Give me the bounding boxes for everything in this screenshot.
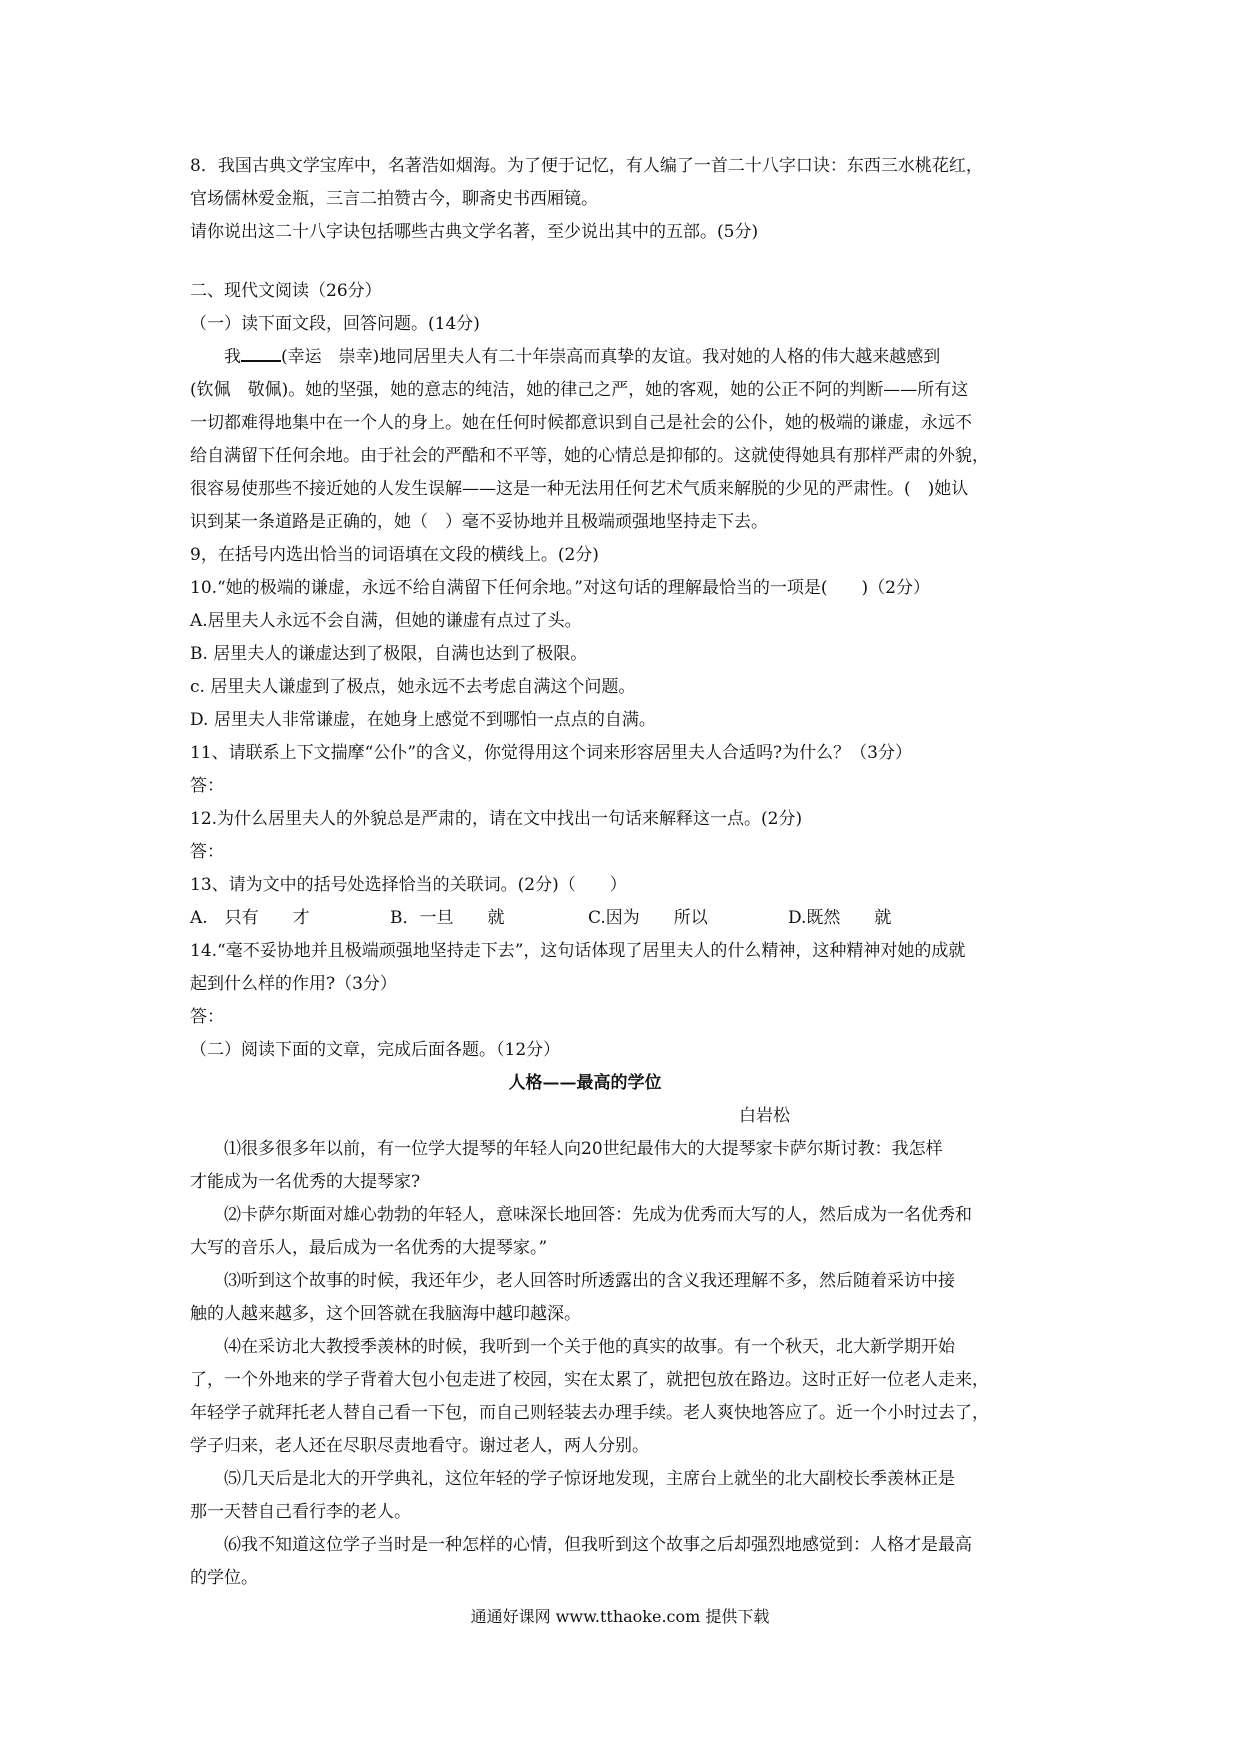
passage-after-blank: (幸运 崇幸)地同居里夫人有二十年崇高而真挚的友谊。我对她的人格的伟大越来越感到 [281, 347, 941, 367]
q10-option-c: c. 居里夫人谦虚到了极点，她永远不去考虑自满这个问题。 [190, 677, 636, 697]
document-page [190, 150, 1060, 1595]
section2-heading: 二、现代文阅读（26分） [190, 281, 382, 301]
q13-option-a: A. 只有 才 [190, 908, 310, 928]
q9: 9，在括号内选出恰当的词语填在文段的横线上。(2分) [190, 545, 599, 565]
q12: 12.为什么居里夫人的外貌总是严肃的，请在文中找出一句话来解释这一点。(2分) [190, 809, 803, 829]
q10-stem: 10.“她的极端的谦虚，永远不给自满留下任何余地。”对这句话的理解最恰当的一项是( )（2分） [190, 578, 930, 598]
q8-line1: 8．我国古典文学宝库中，名著浩如烟海。为了便于记忆，有人编了一首二十八字口诀：东西三水桃花红， [190, 156, 983, 176]
q10-option-a: A.居里夫人永远不会自满，但她的谦虚有点过了头。 [190, 611, 582, 631]
q8-line3: 请你说出这二十八字诀包括哪些古典文学名著，至少说出其中的五部。(5分) [190, 222, 759, 242]
q14-line2: 起到什么样的作用?（3分） [190, 974, 397, 994]
article-p4-line1: ⑷在采访北大教授季羡林的时候，我听到一个关于他的真实的故事。有一个秋天，北大新学期开始 [224, 1337, 955, 1357]
q13-stem: 13、请为文中的括号处选择恰当的关联词。(2分)（ ） [190, 875, 627, 895]
article-p5-line2: 那一天替自己看行李的老人。 [190, 1502, 411, 1522]
passage-line1 [190, 341, 1060, 374]
article-p4-line2: 了，一个外地来的学子背着大包小包走进了校园，实在太累了，就把包放在路边。这时正好一位老人走来， [190, 1370, 989, 1390]
article-p1-line1: ⑴很多很多年以前，有一位学大提琴的年轻人向20世纪最伟大的大提琴家卡萨尔斯讨教：我怎样 [224, 1139, 943, 1159]
article-p6-line2: 的学位。 [190, 1568, 258, 1588]
q10-option-b: B. 居里夫人的谦虚达到了极限，自满也达到了极限。 [190, 644, 588, 664]
part2-heading: （二）阅读下面的文章，完成后面各题。（12分） [190, 1040, 561, 1060]
q14-line1: 14.“毫不妥协地并且极端顽强地坚持走下去”，这句话体现了居里夫人的什么精神，这种精神对她的成就 [190, 941, 966, 961]
q14-answer-label: 答： [190, 1007, 224, 1027]
passage-line3: 一切都难得地集中在一个人的身上。她在任何时候都意识到自己是社会的公仆，她的极端的谦虚，永远不 [190, 413, 972, 433]
part1-heading: （一）读下面文段，回答问题。(14分) [190, 314, 480, 334]
passage-line2: (钦佩 敬佩)。她的坚强，她的意志的纯洁，她的律己之严，她的客观，她的公正不阿的判断——所有这 [190, 380, 969, 400]
q8-line2: 官场儒林爱金瓶，三言二拍赞古今，聊斋史书西厢镜。 [190, 189, 598, 209]
article-p2-line2: 大写的音乐人，最后成为一名优秀的大提琴家。” [190, 1238, 548, 1258]
q12-answer-label: 答： [190, 842, 224, 862]
q11-answer-label: 答： [190, 776, 224, 796]
passage-line4: 给自满留下任何余地。由于社会的严酷和不平等，她的心情总是抑郁的。这就使得她具有那样严肃的外貌， [190, 446, 989, 466]
article-p3-line2: 触的人越来越多，这个回答就在我脑海中越印越深。 [190, 1304, 581, 1324]
q11: 11、请联系上下文揣摩“公仆”的含义，你觉得用这个词来形容居里夫人合适吗?为什么？（3分） [190, 743, 912, 763]
article-p2-line1: ⑵卡萨尔斯面对雄心勃勃的年轻人，意味深长地回答：先成为优秀而大写的人，然后成为一名优秀和 [224, 1205, 972, 1225]
article-p1-line2: 才能成为一名优秀的大提琴家? [190, 1172, 421, 1192]
fill-blank [241, 342, 281, 362]
article-p6-line1: ⑹我不知道这位学子当时是一种怎样的心情，但我听到这个故事之后却强烈地感觉到：人格才是最高 [224, 1535, 972, 1555]
article-p3-line1: ⑶听到这个故事的时候，我还年少，老人回答时所透露出的含义我还理解不多，然后随着采访中接 [224, 1271, 955, 1291]
article-title: 人格——最高的学位 [508, 1073, 662, 1093]
q10-option-d: D. 居里夫人非常谦虚，在她身上感觉不到哪怕一点点的自满。 [190, 710, 656, 730]
article-author: 白岩松 [739, 1106, 790, 1126]
article-p5-line1: ⑸几天后是北大的开学典礼，这位年轻的学子惊讶地发现，主席台上就坐的北大副校长季羡林正是 [224, 1469, 955, 1489]
passage-line6: 识到某一条道路是正确的，她（ ）毫不妥协地并且极端顽强地坚持走下去。 [190, 512, 768, 532]
passage-start: 我 [224, 347, 241, 367]
q13-option-c: C.因为 所以 [588, 908, 708, 928]
q13-options [190, 902, 1060, 935]
q13-option-b: B．一旦 就 [390, 908, 505, 928]
passage-line5: 很容易使那些不接近她的人发生误解——这是一种无法用任何艺术气质来解脱的少见的严肃性。( )她认 [190, 479, 969, 499]
article-p4-line3: 年轻学子就拜托老人替自己看一下包，而自己则轻装去办理手续。老人爽快地答应了。近一个小时过去了， [190, 1403, 989, 1423]
q13-option-d: D.既然 就 [788, 908, 892, 928]
page-footer: 通通好课网 www.tthaoke.com 提供下载 [470, 1607, 770, 1626]
article-p4-line4: 学子归来，老人还在尽职尽责地看守。谢过老人，两人分别。 [190, 1436, 649, 1456]
